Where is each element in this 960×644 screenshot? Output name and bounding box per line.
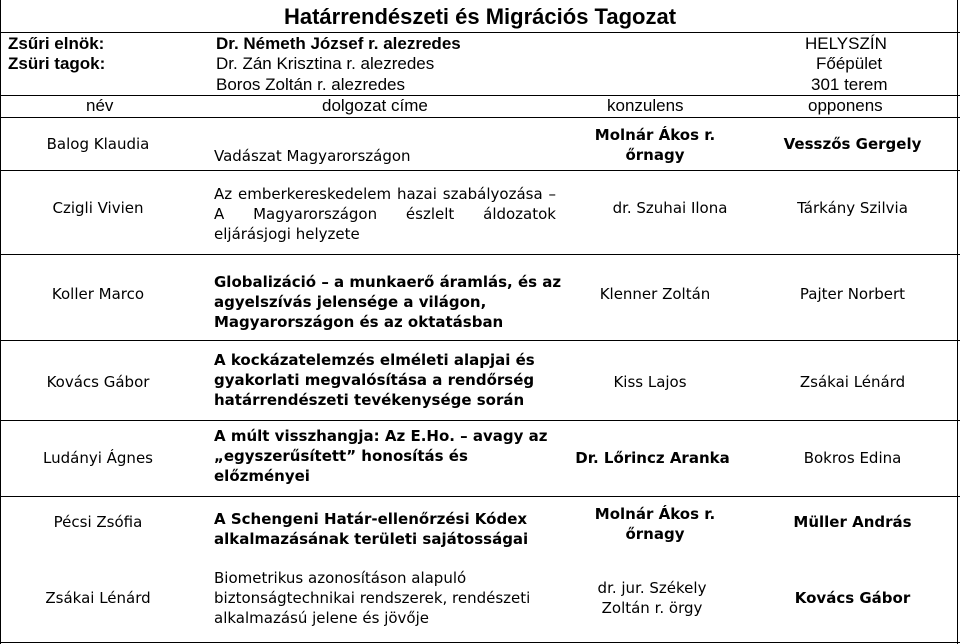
table-row-name: Pécsi Zsófia: [53, 513, 143, 531]
table-row-advisor: Kiss Lajos: [613, 373, 687, 391]
table-row-name: Ludányi Ágnes: [43, 449, 153, 467]
table-row-opponent: Zsákai Lénárd: [799, 373, 906, 391]
table-row-advisor: dr. Szuhai Ilona: [612, 199, 728, 217]
table-border-right: [957, 0, 958, 644]
table-border-left: [0, 0, 1, 644]
table-row-opponent: Tárkány Szilvia: [797, 199, 908, 217]
table-row-title: Vadászat Magyarországon: [214, 147, 411, 165]
chair-label: Zsűri elnök:: [8, 34, 105, 53]
table-row-title: Globalizáció – a munkaerő áramlás, és az agyelszívás jelensége a világon, Magyarországon és az oktatásban: [214, 273, 562, 331]
page-title: Határrendészeti és Migrációs Tagozat: [283, 4, 677, 29]
column-header-name: név: [86, 96, 114, 115]
column-header-title: dolgozat címe: [322, 96, 428, 115]
row-divider: [0, 340, 960, 341]
table-row-advisor: Molnár Ákos r. őrnagy: [594, 505, 716, 543]
column-header-opponent: opponens: [808, 96, 883, 115]
table-row-advisor: Molnár Ákos r. őrnagy: [594, 126, 716, 164]
location-room: 301 terem: [811, 75, 888, 94]
table-row-title: A Schengeni Határ-ellenőrzési Kódex alkalmazásának területi sajátosságai: [214, 510, 529, 548]
table-row-opponent: Kovács Gábor: [794, 589, 911, 607]
table-row-opponent: Müller András: [793, 513, 912, 531]
table-row-name: Zsákai Lénárd: [45, 589, 151, 607]
table-row-title: Az emberkereskedelem hazai szabályozása – A Magyarországon észlelt áldozatok eljárásjogi helyzete: [214, 185, 556, 243]
row-divider: [0, 496, 960, 497]
table-row-advisor: dr. jur. Székely Zoltán r. örgy: [597, 579, 707, 617]
table-row-name: Koller Marco: [51, 285, 145, 303]
table-row-opponent: Vesszős Gergely: [783, 135, 922, 153]
column-header-advisor: konzulens: [607, 96, 684, 115]
table-row-advisor: Dr. Lőrincz Aranka: [575, 449, 730, 467]
table-row-title: A kockázatelemzés elméleti alapjai és gyakorlati megvalósítása a rendőrség határrendészeti tevékenysége során: [214, 351, 535, 409]
table-row-name: Balog Klaudia: [46, 135, 150, 153]
location-building: Főépület: [816, 54, 883, 73]
table-row-title: A múlt visszhangja: Az E.Ho. – avagy az „egyszerűsített” honosítás és előzményei: [214, 427, 548, 485]
table-row-advisor: Klenner Zoltán: [599, 285, 711, 303]
table-row-title: Biometrikus azonosításon alapuló biztonságtechnikai rendszerek, rendészeti alkalmazású jelene és jövője: [214, 569, 531, 627]
table-row-name: Czigli Vivien: [52, 199, 144, 217]
table-bottom-border: [0, 642, 960, 643]
title-divider: [0, 32, 960, 33]
chair-name: Dr. Németh József r. alezredes: [216, 34, 461, 53]
member-2: Boros Zoltán r. alezredes: [216, 75, 405, 94]
table-row-opponent: Pajter Norbert: [799, 285, 906, 303]
table-row-opponent: Bokros Edina: [803, 449, 902, 467]
member-1: Dr. Zán Krisztina r. alezredes: [216, 54, 435, 73]
table-row-name: Kovács Gábor: [46, 373, 150, 391]
row-divider: [0, 254, 960, 255]
members-label: Zsüri tagok:: [8, 54, 106, 73]
location-label: HELYSZÍN: [805, 34, 887, 53]
